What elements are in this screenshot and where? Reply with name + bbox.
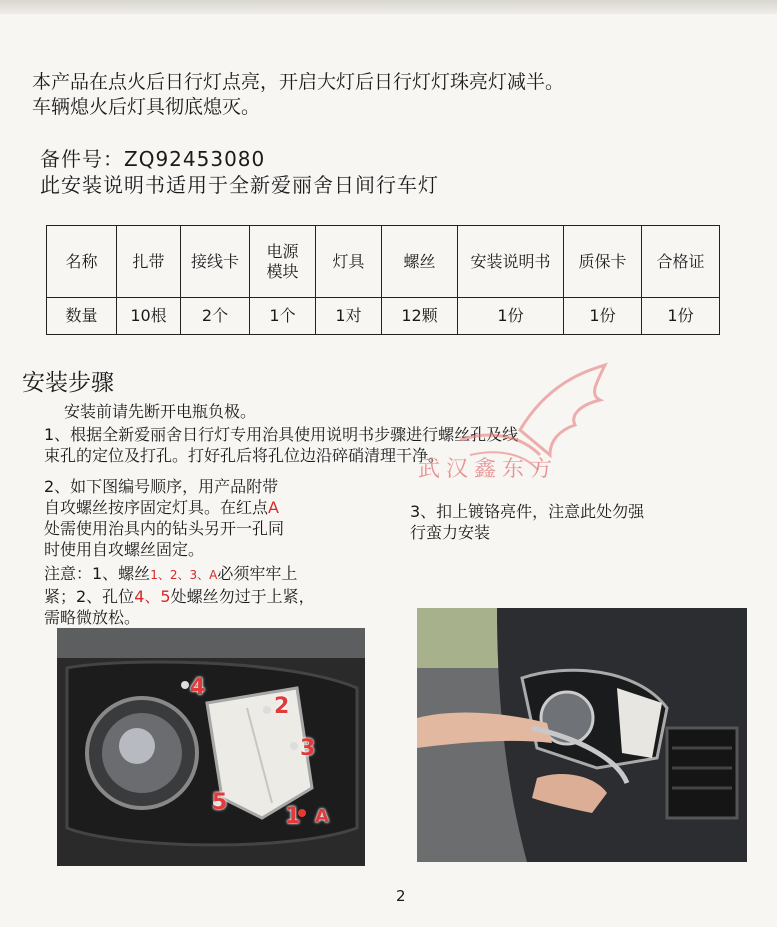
parts-table-header-cell: 电源 模块 bbox=[250, 226, 316, 298]
step-2-line-2-text: 自攻螺丝按序固定灯具。在红点 bbox=[44, 498, 269, 517]
parts-table-qty-cell: 1份 bbox=[458, 298, 564, 335]
note-line-2-text: 紧；2、孔位 bbox=[44, 587, 135, 606]
applies-to: 此安装说明书适用于全新爱丽舍日间行车灯 bbox=[40, 173, 439, 197]
note-line-1-text: 注意：1、螺丝 bbox=[44, 564, 151, 583]
watermark-text: 武汉鑫东方 bbox=[418, 457, 559, 482]
intro-line-1: 本产品在点火后日行灯点亮，开启大灯后日行灯灯珠亮灯减半。 bbox=[32, 71, 565, 93]
parts-table-header-cell: 质保卡 bbox=[564, 226, 642, 298]
screw-label-a: A bbox=[315, 806, 329, 827]
screw-label-2: 2 bbox=[274, 694, 290, 719]
note-line-1-end: 必须牢牢上 bbox=[217, 564, 298, 583]
parts-table-qty-cell: 1对 bbox=[316, 298, 382, 335]
step-2-line-1: 2、如下图编号顺序，用产品附带 bbox=[44, 477, 279, 496]
red-point-a: A bbox=[268, 498, 279, 517]
step-1-line-1: 1、根据全新爱丽舍日行灯专用治具使用说明书步骤进行螺丝孔及线 bbox=[44, 425, 519, 444]
parts-table bbox=[46, 225, 720, 335]
step-2-line-4: 时使用自攻螺丝固定。 bbox=[44, 540, 205, 559]
step-2-line-2 bbox=[44, 497, 284, 518]
headlight-photo-drawing bbox=[57, 628, 365, 866]
parts-table-header-cell: 接线卡 bbox=[181, 226, 250, 298]
step-3-line-1: 3、扣上镀铬亮件，注意此处勿强 bbox=[410, 502, 645, 521]
note bbox=[44, 563, 315, 628]
intro-line-2: 车辆熄火后灯具彻底熄灭。 bbox=[32, 96, 261, 118]
step-1-line-2: 束孔的定位及打孔。打好孔后将孔位边沿碎硝清理干净。 bbox=[44, 446, 445, 465]
note-line-2-end: 处螺丝勿过于上紧， bbox=[170, 587, 315, 606]
screw-label-4: 4 bbox=[190, 675, 206, 700]
step-3-line-2: 行蛮力安装 bbox=[410, 523, 491, 542]
parts-table-qty-cell: 1份 bbox=[642, 298, 720, 335]
chrome-trim-photo-drawing bbox=[417, 608, 747, 862]
parts-table-header-cell: 安装说明书 bbox=[458, 226, 564, 298]
screw-label-3: 3 bbox=[300, 736, 316, 761]
parts-table-qty-cell: 2个 bbox=[181, 298, 250, 335]
parts-table-header-cell: 扎带 bbox=[117, 226, 181, 298]
step-pre: 安装前请先断开电瓶负极。 bbox=[64, 402, 257, 421]
parts-table-qty-cell: 10根 bbox=[117, 298, 181, 335]
parts-table-header-cell: 名称 bbox=[47, 226, 117, 298]
screw-label-1: 1 bbox=[285, 804, 301, 829]
step-2 bbox=[44, 476, 284, 560]
page-number: 2 bbox=[396, 887, 406, 905]
parts-table-qty-cell: 1个 bbox=[250, 298, 316, 335]
section-title: 安装步骤 bbox=[22, 370, 114, 396]
parts-table-header-cell: 灯具 bbox=[316, 226, 382, 298]
parts-table-qty-cell: 1份 bbox=[564, 298, 642, 335]
note-line-1 bbox=[44, 563, 315, 586]
note-line-2 bbox=[44, 586, 315, 607]
photo-installation-right bbox=[417, 608, 747, 862]
parts-table-qty-cell: 数量 bbox=[47, 298, 117, 335]
parts-table-header-cell: 合格证 bbox=[642, 226, 720, 298]
photo-installation-left bbox=[57, 628, 365, 866]
intro-paragraph bbox=[32, 70, 564, 120]
note-line-3: 需略微放松。 bbox=[44, 608, 141, 627]
step-2-line-3: 处需使用治具内的钻头另开一孔同 bbox=[44, 519, 285, 538]
page-top-edge bbox=[0, 0, 777, 14]
note-hole-ids: 4、5 bbox=[134, 587, 171, 606]
screw-label-5: 5 bbox=[212, 790, 228, 815]
parts-table-header-cell: 螺丝 bbox=[382, 226, 458, 298]
part-info bbox=[40, 146, 439, 198]
part-number: 备件号：ZQ92453080 bbox=[40, 147, 266, 171]
parts-table-header-row bbox=[47, 226, 720, 298]
note-screw-ids: 1、2、3、A bbox=[150, 568, 218, 582]
parts-table-qty-row bbox=[47, 298, 720, 335]
parts-table-qty-cell: 12颗 bbox=[382, 298, 458, 335]
